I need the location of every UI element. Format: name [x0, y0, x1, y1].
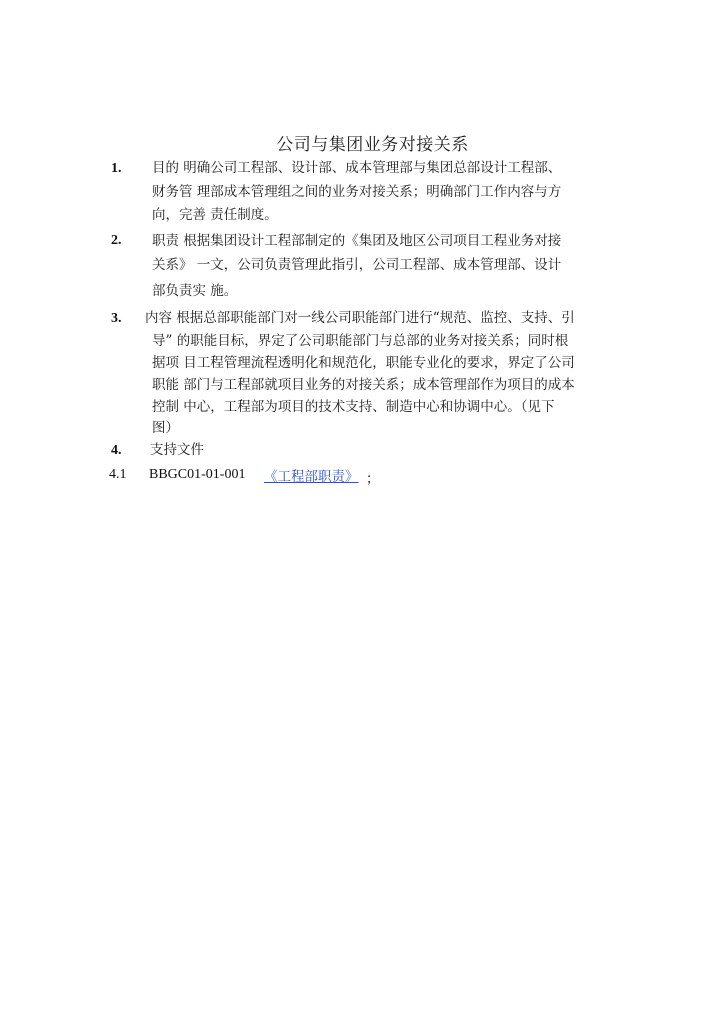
section-1-line-2: 财务管 理部成本管理组之间的业务对接关系；明确部门工作内容与方 [152, 184, 562, 200]
section-3-line-4: 职能 部门与工程部就项目业务的对接关系；成本管理部作为项目的成本 [152, 377, 575, 393]
section-2-line-2: 关系》 一文，公司负责管理此指引，公司工程部、成本管理部、设计 [152, 257, 562, 273]
section-3-number: 3. [111, 311, 122, 326]
section-2-line-3: 部负责实 施。 [152, 283, 238, 299]
document-code: BBGC01-01-001 [149, 467, 246, 482]
section-1-line-1: 目的 明确公司工程部、设计部、成本管理部与集团总部设计工程部、 [152, 160, 562, 176]
trailing-semicolon: ； [366, 471, 380, 487]
section-4-number: 4. [111, 443, 122, 458]
section-2-line-1: 职责 根据集团设计工程部制定的《集团及地区公司项目工程业务对接 [152, 233, 562, 249]
section-2-number: 2. [111, 233, 122, 248]
section-3-line-3: 据项 目工程管理流程透明化和规范化，职能专业化的要求，界定了公司 [152, 355, 575, 371]
subsection-number: 4.1 [109, 467, 127, 482]
section-3-line-2: 导” 的职能目标，界定了公司职能部门与总部的业务对接关系；同时根 [152, 333, 569, 349]
document-title: 公司与集团业务对接关系 [276, 135, 469, 155]
section-1-line-3: 向，完善 责任制度。 [152, 207, 278, 223]
engineering-duties-link[interactable]: 《工程部职责》 [264, 469, 359, 485]
section-4-line-1: 支持文件 [150, 442, 204, 458]
section-3-line-1: 内容 根据总部职能部门对一线公司职能部门进行“规范、监控、支持、引 [145, 310, 575, 326]
section-3-line-5: 控制 中心，工程部为项目的技术支持、制造中心和协调中心。（见下 [152, 399, 555, 415]
section-1-number: 1. [111, 161, 122, 176]
section-3-line-6: 图） [152, 420, 179, 436]
